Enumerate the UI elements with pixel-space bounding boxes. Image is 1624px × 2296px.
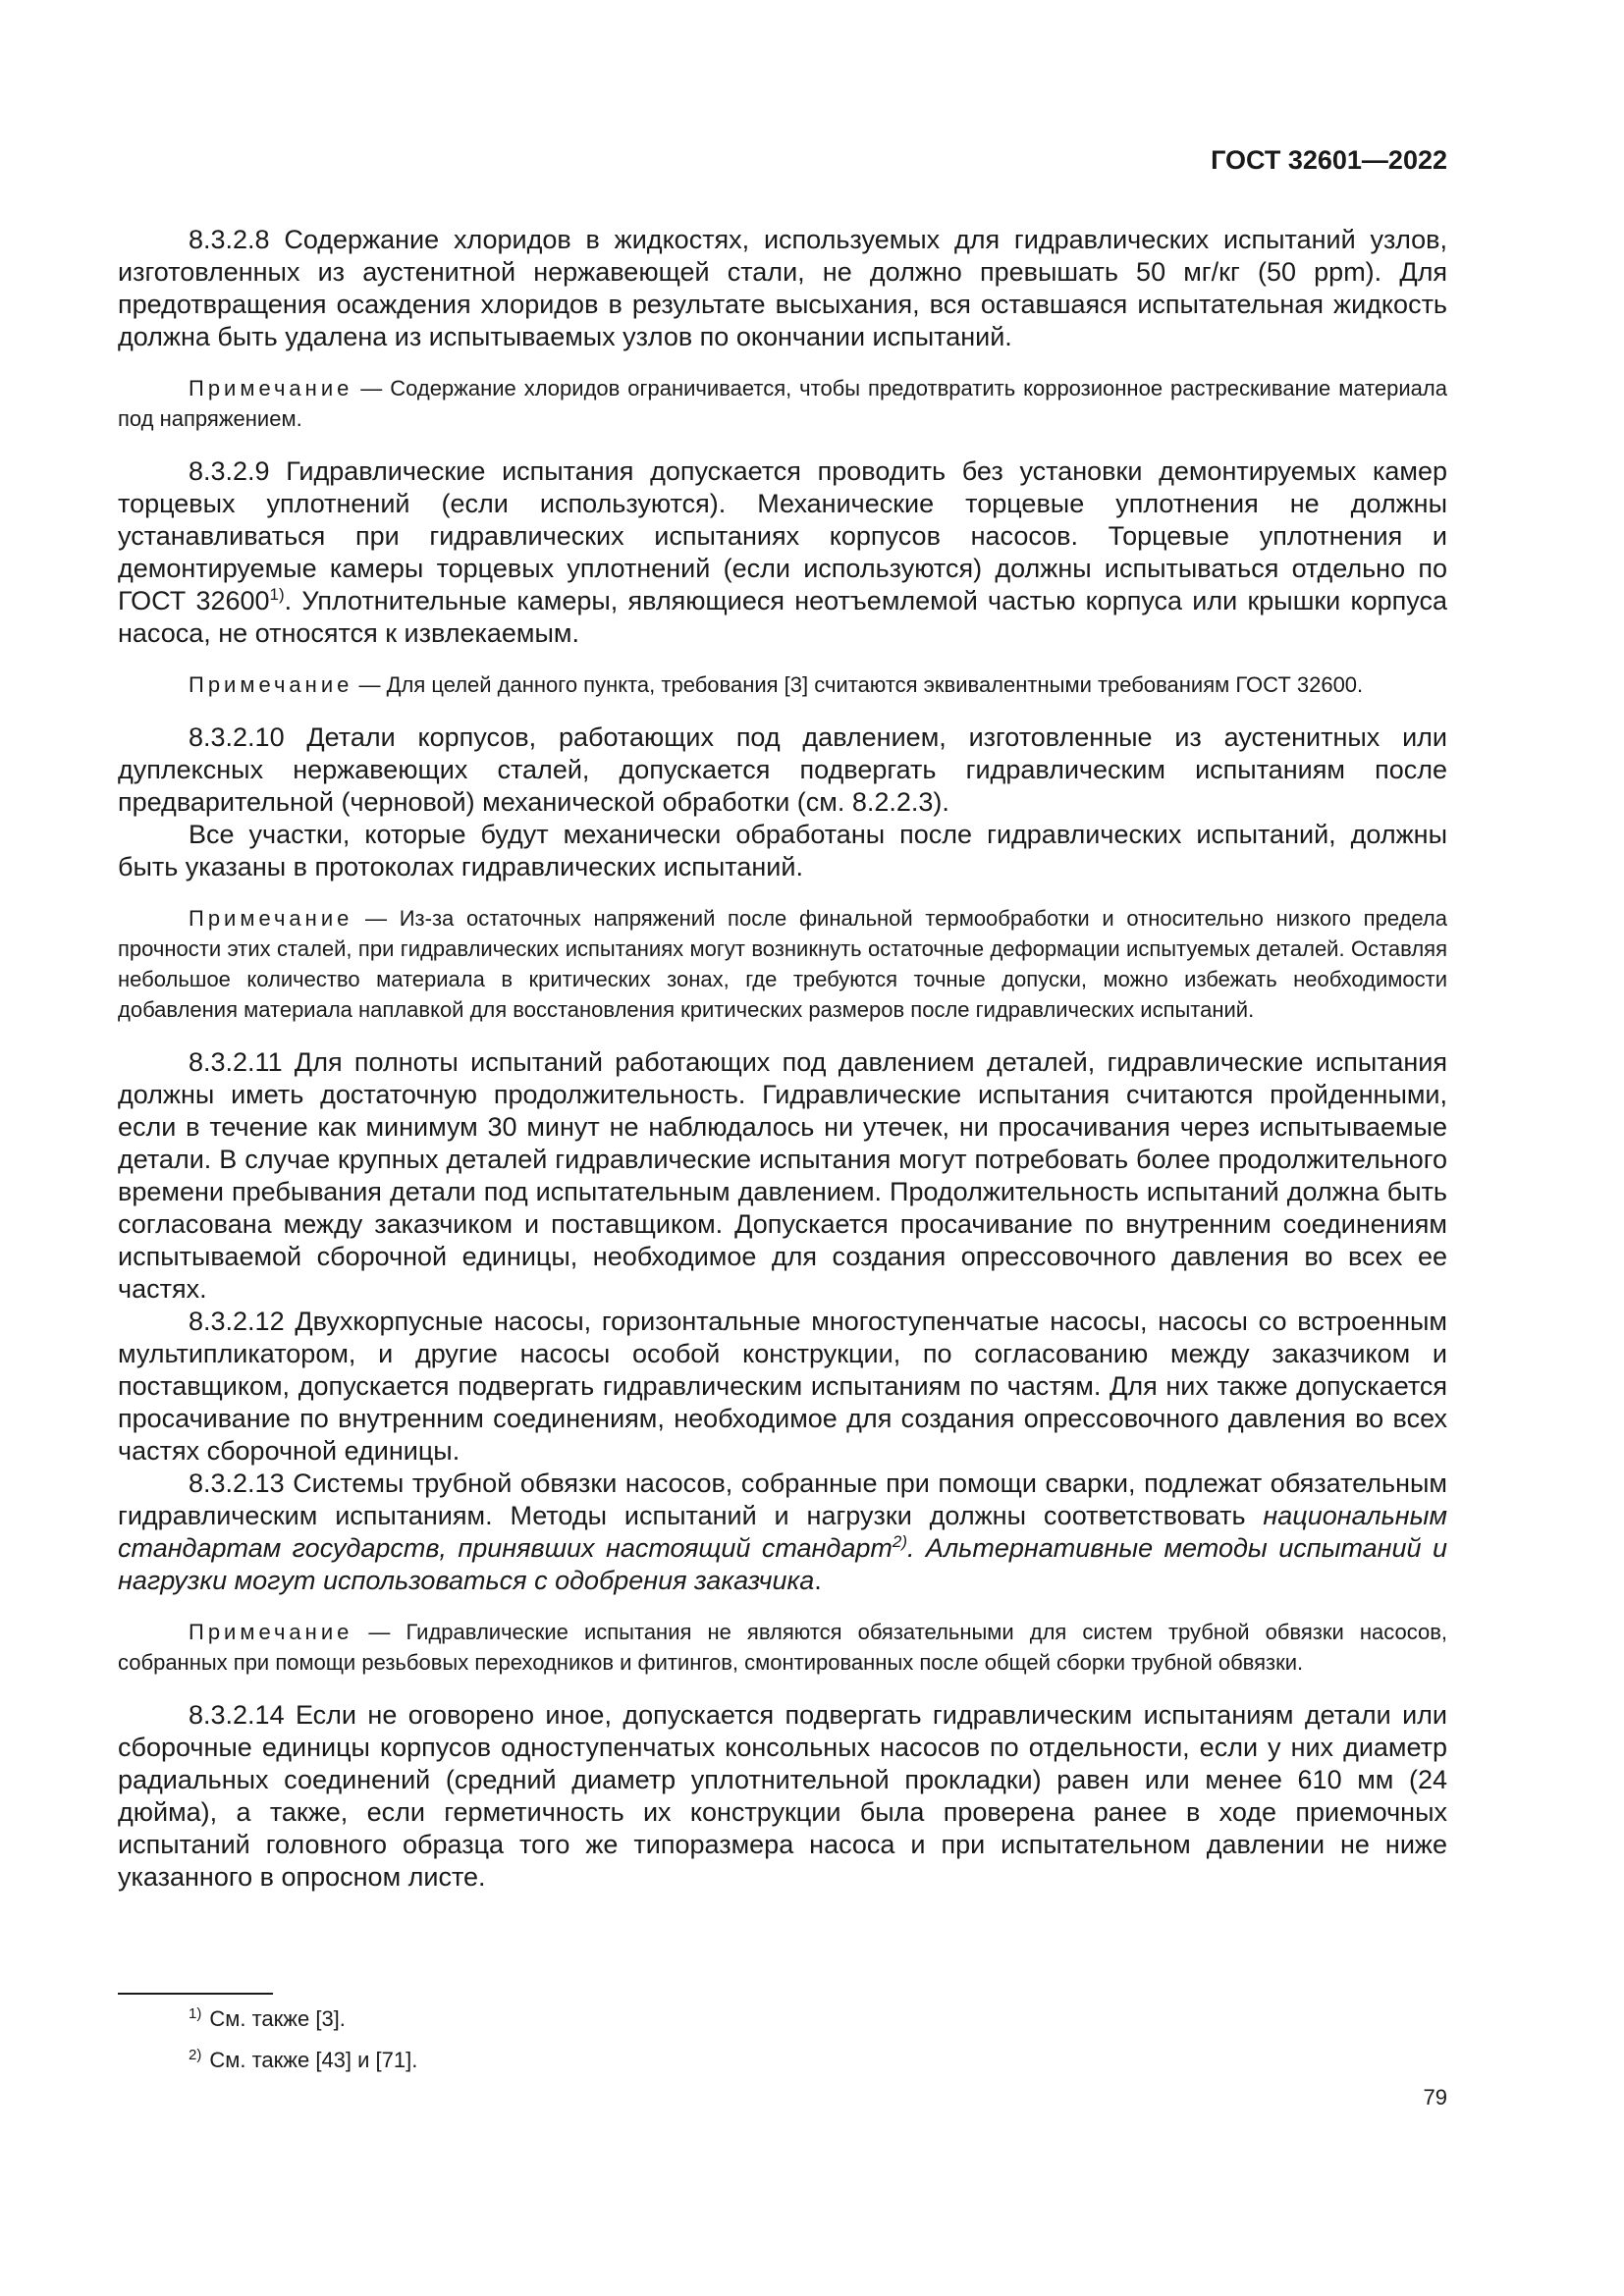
footnote-ref-2: 2) [892, 1532, 907, 1551]
clause-8-3-2-13-italic-b: . Альтернативные методы испытаний и нагрузки могут использоваться с одобрения заказчика [118, 1533, 1447, 1595]
footnote-2-text: См. также [43] и [71]. [209, 2048, 418, 2072]
clause-8-3-2-10-continued: Все участки, которые будут механически обработаны после гидравлических испытаний, должны быть указаны в протоколах гидравлических испытаний. [118, 820, 1447, 881]
clause-8-3-2-9-text-a: 8.3.2.9 Гидравлические испытания допускается проводить без установки демонтируемых камер торцевых уплотнений (если используются). Механические торцевые уплотнения не должны устанавливаться при гидравлических испытаниях корпусов насосов. Торцевые уплотнения и демонтируемые камеры торцевых уплотнений (если используются) должны испытываться отдельно по ГОСТ 32600 [118, 456, 1447, 615]
note-label: Примечание [189, 672, 353, 697]
footnote-2-mark: 2) [189, 2046, 202, 2063]
clause-8-3-2-13 [118, 1468, 1447, 1597]
clause-8-3-2-14: 8.3.2.14 Если не оговорено иное, допускается подвергать гидравлическим испытаниям детали или сборочные единицы корпусов одноступенчатых консольных насосов по отдельности, если у них диаметр радиальных соединений (средний диаметр уплотнительной прокладки) равен или менее 610 мм (24 дюйма), а также, если герметичность их конструкции была проверена ранее в ходе приемочных испытаний головного образца того же типоразмера насоса и при испытательном давлении не ниже указанного в опросном листе. [118, 1700, 1447, 1892]
note-4-text: — Гидравлические испытания не являются обязательными для систем трубной обвязки насосов, собранных при помощи резьбовых переходников и фитингов, смонтированных после общей сборки трубной обвязки. [118, 1620, 1448, 1675]
footnote-2 [189, 2048, 417, 2073]
clause-8-3-2-13-end: . [814, 1566, 822, 1595]
note-3 [118, 903, 1447, 1025]
clause-8-3-2-8: 8.3.2.8 Содержание хлоридов в жидкостях, используемых для гидравлических испытаний узлов, изготовленных из аустенитной нержавеющей стали, не должно превышать 50 мг/кг (50 ppm). Для предотвращения осаждения хлоридов в результате высыхания, вся оставшаяся испытательная жидкость должна быть удалена из испытываемых узлов по окончании испытаний. [118, 225, 1447, 351]
document-body [118, 224, 1447, 1894]
footnote-1 [189, 2006, 346, 2032]
footnote-separator [118, 1993, 273, 1995]
clause-8-3-2-10: 8.3.2.10 Детали корпусов, работающих под давлением, изготовленные из аустенитных или дуплексных нержавеющих сталей, допускается подвергать гидравлическим испытаниям после предварительной (черновой) механической обработки (см. 8.2.2.3). [118, 722, 1447, 817]
note-4 [118, 1617, 1447, 1678]
clause-8-3-2-12: 8.3.2.12 Двухкорпусные насосы, горизонтальные многоступенчатые насосы, насосы со встроенным мультипликатором, и другие насосы особой конструкции, по согласованию между заказчиком и поставщиком, допускается подвергать гидравлическим испытаниям по частям. Для них также допускается просачивание по внутренним соединениям, необходимое для создания опрессовочного давления во всех частях сборочной единицы. [118, 1307, 1447, 1466]
note-2-text: — Для целей данного пункта, требования [3] считаются эквивалентными требованиям ГОСТ 32600. [358, 672, 1364, 697]
clause-8-3-2-9-text-b: . Уплотнительные камеры, являющиеся неотъемлемой частью корпуса или крышки корпуса насоса, не относятся к извлекаемым. [118, 586, 1447, 648]
footnote-ref-1: 1) [269, 585, 285, 604]
footnote-1-text: См. также [3]. [209, 2006, 346, 2031]
note-3-text: — Из-за остаточных напряжений после финальной термообработки и относительно низкого предела прочности этих сталей, при гидравлических испытаниях могут возникнуть остаточные деформации испытуемых деталей. Оставляя небольшое количество материала в критических зонах, где требуются точные допуски, можно избежать необходимости добавления материала наплавкой для восстановления критических размеров после гидравлических испытаний. [118, 906, 1447, 1022]
note-1 [118, 373, 1447, 434]
clause-8-3-2-13-italic: национальным стандартам государств, принявших настоящий стандарт [118, 1501, 1447, 1563]
clause-8-3-2-9 [118, 455, 1447, 650]
clause-8-3-2-11: 8.3.2.11 Для полноты испытаний работающих под давлением деталей, гидравлические испытания должны иметь достаточную продолжительность. Гидравлические испытания считаются пройденными, если в течение как минимум 30 минут не наблюдалось ни утечек, ни просачивания через испытываемые детали. В случае крупных деталей гидравлические испытания могут потребовать более продолжительного времени пребывания детали под испытательным давлением. Продолжительность испытаний должна быть согласована между заказчиком и поставщиком. Допускается просачивание по внутренним соединениям испытываемой сборочной единицы, необходимое для создания опрессовочного давления во всех ее частях. [118, 1047, 1447, 1304]
note-2 [118, 669, 1447, 700]
page-number: 79 [1423, 2085, 1447, 2109]
document-header: ГОСТ 32601—2022 [1211, 145, 1447, 175]
clause-8-3-2-13-text-a: 8.3.2.13 Системы трубной обвязки насосов, собранные при помощи сварки, подлежат обязательным гидравлическим испытаниям. Методы испытаний и нагрузки должны соответствовать [118, 1468, 1447, 1530]
note-label: Примечание [189, 1620, 353, 1644]
footnote-1-mark: 1) [189, 2004, 202, 2022]
note-1-text: — Содержание хлоридов ограничивается, чтобы предотвратить коррозионное растрескивание материала под напряжением. [118, 376, 1447, 431]
note-label: Примечание [189, 906, 353, 931]
note-label: Примечание [189, 376, 353, 400]
